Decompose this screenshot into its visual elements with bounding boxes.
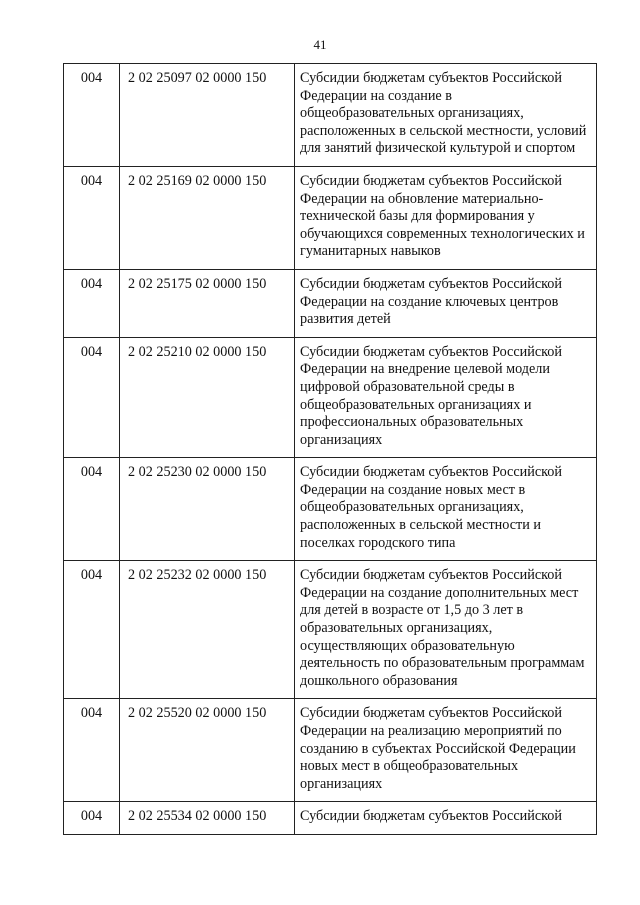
admin-code-cell: 004 — [64, 269, 120, 337]
description-line: технической базы для формирования у — [300, 208, 535, 225]
description-line: общеобразовательных организациях, — [300, 105, 524, 122]
description-line: гуманитарных навыков — [300, 243, 441, 260]
page-number: 41 — [313, 37, 327, 52]
description-line: общеобразовательных организациях и — [300, 396, 532, 413]
description-cell — [295, 699, 597, 802]
description-cell — [295, 269, 597, 337]
admin-code-cell: 004 — [64, 561, 120, 699]
description-line: Субсидии бюджетам субъектов Российской — [300, 567, 562, 584]
budget-code-cell: 2 02 25169 02 0000 150 — [120, 166, 295, 269]
description-line: Федерации на обновление материально- — [300, 190, 544, 207]
description-line: новых мест в общеобразовательных — [300, 758, 519, 775]
admin-code-cell: 004 — [64, 458, 120, 561]
description-line: Федерации на создание ключевых центров — [300, 293, 559, 310]
description-line: для занятий физической культурой и спортом — [300, 140, 576, 157]
admin-code-cell: 004 — [64, 337, 120, 458]
description-line: дошкольного образования — [300, 672, 458, 689]
table-row — [64, 699, 597, 802]
description-line: развития детей — [300, 311, 391, 328]
table-row — [64, 802, 597, 835]
description-line: Субсидии бюджетам субъектов Российской — [300, 172, 562, 189]
description-cell — [295, 64, 597, 167]
table-row — [64, 269, 597, 337]
description-line: Федерации на реализацию мероприятий по — [300, 723, 562, 739]
description-line: Субсидии бюджетам субъектов Российской — [300, 343, 562, 360]
budget-classification-table — [63, 63, 597, 835]
description-cell — [295, 802, 597, 835]
description-cell — [295, 337, 597, 458]
description-line: общеобразовательных организациях, — [300, 499, 524, 516]
description-line: Субсидии бюджетам субъектов Российской — [300, 464, 562, 481]
description-line: расположенных в сельской местности, условий — [300, 122, 587, 139]
description-line: организациях — [300, 775, 383, 792]
description-line: организациях — [300, 431, 383, 448]
description-cell — [295, 166, 597, 269]
admin-code-cell: 004 — [64, 802, 120, 835]
description-line: осуществляющих образовательную — [300, 637, 515, 654]
description-line: расположенных в сельской местности и — [300, 517, 541, 534]
budget-code-cell: 2 02 25520 02 0000 150 — [120, 699, 295, 802]
description-line: Субсидии бюджетам субъектов Российской — [300, 808, 562, 825]
budget-code-cell: 2 02 25175 02 0000 150 — [120, 269, 295, 337]
description-line: Федерации на создание в — [300, 87, 452, 104]
admin-code-cell: 004 — [64, 166, 120, 269]
description-line: поселках городского типа — [300, 534, 456, 551]
description-line: цифровой образовательной среды в — [300, 378, 515, 395]
description-line: Федерации на внедрение целевой модели — [300, 361, 550, 378]
description-line: Федерации на создание дополнительных мест — [300, 584, 579, 601]
table-row — [64, 561, 597, 699]
description-line: Субсидии бюджетам субъектов Российской — [300, 705, 562, 722]
table-row — [64, 166, 597, 269]
budget-code-cell: 2 02 25210 02 0000 150 — [120, 337, 295, 458]
table-row — [64, 64, 597, 167]
budget-code-cell: 2 02 25534 02 0000 150 — [120, 802, 295, 835]
description-cell — [295, 561, 597, 699]
description-line: созданию в субъектах Российской Федерации — [300, 740, 576, 757]
description-cell — [295, 458, 597, 561]
table-row — [64, 337, 597, 458]
description-line: Субсидии бюджетам субъектов Российской — [300, 275, 562, 292]
table-row — [64, 458, 597, 561]
description-line: образовательных организациях, — [300, 620, 493, 637]
admin-code-cell: 004 — [64, 64, 120, 167]
description-line: для детей в возрасте от 1,5 до 3 лет в — [300, 602, 524, 619]
budget-code-cell: 2 02 25097 02 0000 150 — [120, 64, 295, 167]
description-line: обучающихся современных технологических и — [300, 225, 585, 242]
admin-code-cell: 004 — [64, 699, 120, 802]
description-line: Федерации на создание новых мест в — [300, 481, 526, 498]
budget-code-cell: 2 02 25232 02 0000 150 — [120, 561, 295, 699]
description-line: Субсидии бюджетам субъектов Российской — [300, 70, 562, 86]
description-line: деятельность по образовательным программам — [300, 655, 585, 672]
budget-code-cell: 2 02 25230 02 0000 150 — [120, 458, 295, 561]
description-line: профессиональных образовательных — [300, 414, 524, 431]
